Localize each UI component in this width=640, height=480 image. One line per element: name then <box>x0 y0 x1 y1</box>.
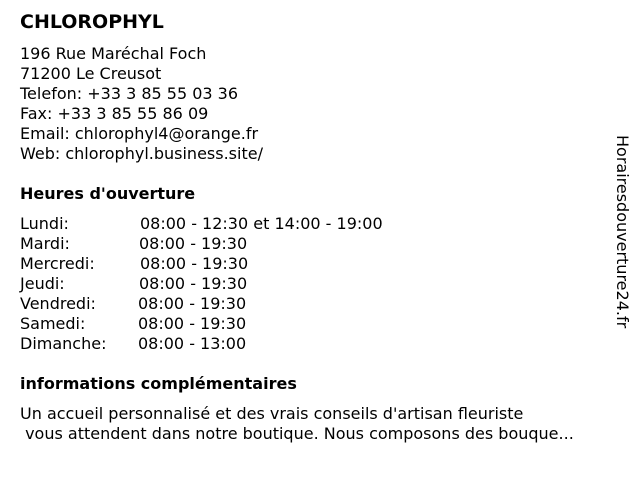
fax-number: Fax: +33 3 85 55 86 09 <box>20 104 209 123</box>
description-line-1: Un accueil personnalisé et des vrais conseils d'artisan fleuriste <box>20 404 524 423</box>
hours-table <box>20 214 440 354</box>
day-label: Mardi: <box>20 234 70 253</box>
hours-title: Heures d'ouverture <box>20 184 196 203</box>
day-label: Mercredi: <box>20 254 95 273</box>
time-value: 08:00 - 19:30 <box>140 254 249 273</box>
hours-row-tuesday <box>20 234 440 254</box>
email-address: Email: chlorophyl4@orange.fr <box>20 124 259 143</box>
day-label: Samedi: <box>20 314 86 333</box>
time-value: 08:00 - 12:30 et 14:00 - 19:00 <box>140 214 383 233</box>
business-name: CHLOROPHYL <box>20 11 164 33</box>
hours-row-thursday <box>20 274 440 294</box>
time-value: 08:00 - 19:30 <box>138 294 247 313</box>
day-label: Lundi: <box>20 214 69 233</box>
website: Web: chlorophyl.business.site/ <box>20 144 263 163</box>
hours-row-saturday <box>20 314 440 334</box>
time-value: 08:00 - 19:30 <box>139 274 248 293</box>
watermark-text: Horairesdouverture24.fr <box>613 135 632 329</box>
hours-row-monday <box>20 214 440 234</box>
description <box>20 404 620 444</box>
day-label: Vendredi: <box>20 294 96 313</box>
contact-block <box>20 44 263 164</box>
day-label: Dimanche: <box>20 334 107 353</box>
address-city: 71200 Le Creusot <box>20 64 162 83</box>
hours-row-sunday <box>20 334 440 354</box>
phone-number: Telefon: +33 3 85 55 03 36 <box>20 84 239 103</box>
info-title: informations complémentaires <box>20 374 297 393</box>
time-value: 08:00 - 19:30 <box>139 234 248 253</box>
hours-row-wednesday <box>20 254 440 274</box>
address-street: 196 Rue Maréchal Foch <box>20 44 207 63</box>
watermark <box>612 135 632 370</box>
time-value: 08:00 - 19:30 <box>138 314 247 333</box>
day-label: Jeudi: <box>20 274 65 293</box>
time-value: 08:00 - 13:00 <box>138 334 247 353</box>
description-line-2: vous attendent dans notre boutique. Nous composons des bouque... <box>20 424 574 443</box>
hours-row-friday <box>20 294 440 314</box>
